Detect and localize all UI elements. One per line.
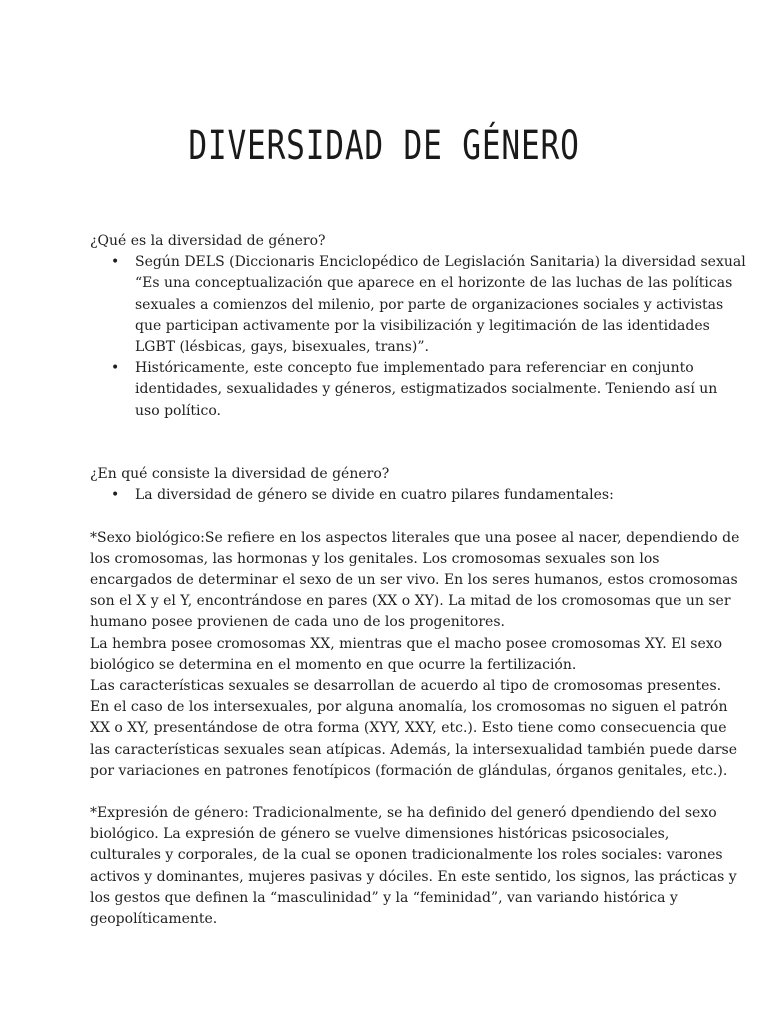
paragraph-line: XX o XY, presentándose de otra forma (XYY, XXY, etc.). Esto tiene como consecuencia que	[90, 720, 727, 737]
list-item	[90, 485, 690, 506]
paragraph-line: por variaciones en patrones fenotípicos (formación de glándulas, órganos genitales, etc.).	[90, 762, 728, 779]
spacer	[90, 782, 690, 803]
paragraph-line: La hembra posee cromosomas XX, mientras que el macho posee cromosomas XY. El sexo	[90, 635, 723, 652]
bullet-text: Históricamente, este concepto fue implementado para referenciar en conjunto	[135, 360, 694, 377]
paragraph-line: los cromosomas, las hormonas y los genitales. Los cromosomas sexuales son los	[90, 550, 660, 567]
list-item	[90, 252, 746, 273]
paragraph-line: los gestos que definen la “masculinidad” y la “feminidad”, van variando histórica y	[90, 889, 678, 906]
bullet-icon: •	[111, 360, 120, 377]
bullet-text: Según DELS (Diccionaris Enciclopédico de Legislación Sanitaria) la diversidad sexual	[135, 254, 746, 271]
spacer	[90, 422, 690, 443]
bullet-icon: •	[111, 254, 120, 271]
list-item	[90, 358, 694, 379]
paragraph-line: *Expresión de género: Tradicionalmente, se ha definido del generó dpendiendo del sexo	[90, 805, 717, 822]
spacer	[90, 506, 690, 527]
paragraph-line: *Sexo biológico:Se refiere en los aspectos literales que una posee al nacer, dependiendo de	[90, 529, 740, 546]
paragraph-line: son el X y el Y, encontrándose en pares (XX o XY). La mitad de los cromosomas que un ser	[90, 593, 731, 610]
paragraph-line: las características sexuales sean atípicas. Además, la intersexualidad también puede darse	[90, 741, 738, 758]
bullet-text-continuation: que participan activamente por la visibilización y legitimación de las identidades	[135, 317, 710, 334]
paragraph-line: culturales y corporales, de la cual se oponen tradicionalmente los roles sociales: varones	[90, 847, 723, 864]
paragraph-line: encargados de determinar el sexo de un ser vivo. En los seres humanos, estos cromosomas	[90, 572, 738, 588]
bullet-text-continuation: LGBT (lésbicas, gays, bisexuales, trans)”.	[135, 338, 429, 355]
bullet-text: La diversidad de género se divide en cuatro pilares fundamentales:	[135, 487, 614, 504]
bullet-icon: •	[111, 487, 120, 504]
spacer	[90, 443, 690, 464]
bullet-text-continuation: uso político.	[135, 402, 222, 419]
paragraph-line: En el caso de los intersexuales, por alguna anomalía, los cromosomas no siguen el patrón	[90, 699, 728, 716]
paragraph-line: biológico. La expresión de género se vuelve dimensiones históricas psicosociales,	[90, 826, 670, 843]
paragraph-line: Las características sexuales se desarrollan de acuerdo al tipo de cromosomas presentes.	[90, 677, 722, 694]
page-title: DIVERSIDAD DE GÉNERO	[188, 123, 580, 169]
paragraph-line: humano posee provienen de cada uno de los progenitores.	[90, 614, 505, 631]
bullet-text-continuation: identidades, sexualidades y géneros, estigmatizados socialmente. Teniendo así un	[135, 381, 718, 398]
paragraph-line: biológico se determina en el momento en que ocurre la fertilización.	[90, 656, 577, 673]
paragraph-line: geopolíticamente.	[90, 911, 218, 927]
bullet-text-continuation: “Es una conceptualización que aparece en el horizonte de las luchas de las políticas	[135, 275, 733, 292]
document-body	[90, 231, 746, 930]
bullet-text-continuation: sexuales a comienzos del milenio, por parte de organizaciones sociales y activistas	[135, 296, 724, 313]
section2-question: ¿En qué consiste la diversidad de género?	[90, 466, 390, 483]
section1-question: ¿Qué es la diversidad de género?	[90, 233, 326, 249]
paragraph-line: activos y dominantes, mujeres pasivas y dóciles. En este sentido, los signos, las prácticas y	[90, 868, 737, 885]
